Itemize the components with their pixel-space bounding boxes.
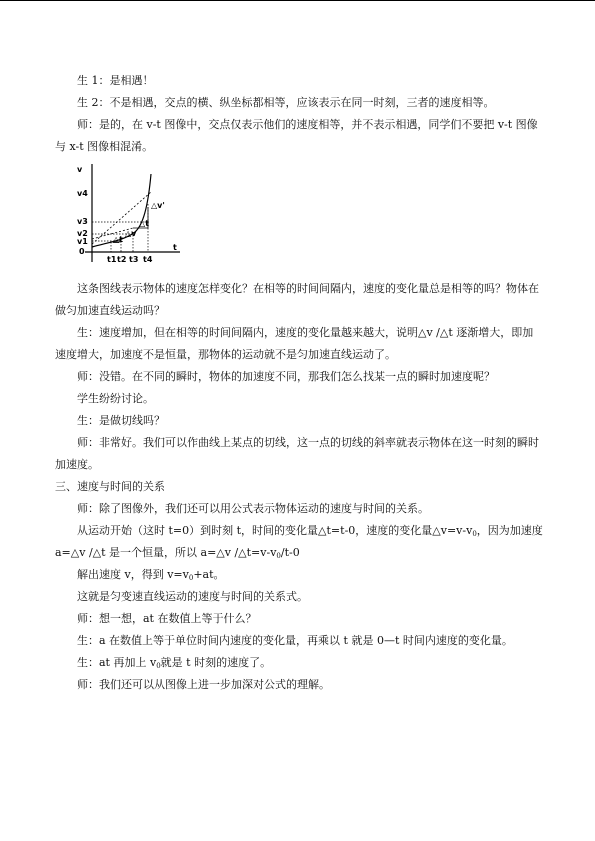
section-heading: 三、速度与时间的关系 bbox=[55, 480, 165, 493]
document-body bbox=[55, 70, 543, 696]
t3-label: t3 bbox=[129, 255, 139, 264]
p13-part-b: +at。 bbox=[193, 568, 225, 581]
paragraph-11: 师：除了图像外，我们还可以用公式表示物体运动的速度与时间的关系。 bbox=[77, 502, 429, 515]
t1-label: t1 bbox=[107, 255, 117, 264]
paragraph-2: 生 2：不是相遇，交点的横、纵坐标都相等，应该表示在同一时刻，三者的速度相等。 bbox=[77, 96, 495, 109]
dt-label: △t bbox=[139, 219, 149, 228]
t-axis-label: t bbox=[173, 243, 177, 252]
paragraph-15: 师：想一想，at 在数值上等于什么？ bbox=[77, 612, 257, 625]
v0-subscript-b: 0 bbox=[276, 552, 281, 560]
paragraph-13 bbox=[55, 564, 543, 586]
v1-label: v1 bbox=[77, 237, 88, 246]
dv-prime-label: △v' bbox=[151, 201, 165, 210]
paragraph-3: 师：是的，在 v-t 图像中，交点仅表示他们的速度相等，并不表示相遇，同学们不要把 v-t 图像与 x-t 图像相混淆。 bbox=[55, 118, 538, 153]
p12-part-b: ，因为加速度 a=△v /△t 是一个恒量，所以 a=△v /△t=v-v bbox=[55, 524, 543, 559]
paragraph-8: 生：是做切线吗？ bbox=[77, 414, 165, 427]
paragraph-18: 师：我们还可以从图像上进一步加深对公式的理解。 bbox=[77, 678, 330, 691]
paragraph-14: 这就是匀变速直线运动的速度与时间的关系式。 bbox=[77, 590, 308, 603]
p17-part-a: 生：at 再加上 v bbox=[77, 656, 157, 669]
page-top-rule bbox=[0, 0, 595, 1]
paragraph-6: 师：没错。在不同的瞬时，物体的加速度不同，那我们怎么找某一点的瞬时加速度呢？ bbox=[77, 370, 495, 383]
v0-subscript-a: 0 bbox=[472, 530, 477, 538]
v-axis-label: v bbox=[77, 165, 83, 174]
p12-part-c: /t-0 bbox=[280, 546, 300, 559]
origin-label: 0 bbox=[79, 247, 85, 256]
v0-subscript-c: 0 bbox=[188, 574, 194, 582]
v3-label: v3 bbox=[77, 217, 88, 226]
vt-graph-figure bbox=[55, 162, 195, 272]
p17-part-b: 就是 t 时刻的速度了。 bbox=[160, 656, 272, 669]
v0-subscript-d: 0 bbox=[156, 662, 161, 670]
paragraph-4: 这条图线表示物体的速度怎样变化？在相等的时间间隔内，速度的变化量总是相等的吗？物体在做匀加速直线运动吗？ bbox=[55, 282, 539, 317]
v2-label: v2 bbox=[77, 229, 88, 238]
t2-label: t2 bbox=[117, 255, 127, 264]
dt-small-label: △t bbox=[113, 235, 123, 244]
paragraph-5: 生：速度增加，但在相等的时间间隔内，速度的变化量越来越大，说明△v /△t 逐渐增大，即加速度增大，加速度不是恒量，那物体的运动就不是匀加速直线运动了。 bbox=[55, 326, 534, 361]
dv-label: △v bbox=[125, 229, 137, 238]
paragraph-9: 师：非常好。我们可以作曲线上某点的切线，这一点的切线的斜率就表示物体在这一时刻的瞬时加速度。 bbox=[55, 436, 539, 471]
p12-part-a: 从运动开始（这时 t=0）到时刻 t，时间的变化量△t=t-0，速度的变化量△v=v-v bbox=[77, 524, 473, 537]
v4-label: v4 bbox=[77, 189, 88, 198]
paragraph-16: 生：a 在数值上等于单位时间内速度的变化量，再乘以 t 就是 0—t 时间内速度的变化量。 bbox=[77, 634, 513, 647]
paragraph-1: 生 1：是相遇！ bbox=[77, 74, 154, 87]
paragraph-12 bbox=[55, 520, 543, 564]
p13-part-a: 解出速度 v，得到 v=v bbox=[77, 568, 189, 581]
t4-label: t4 bbox=[143, 255, 153, 264]
paragraph-17 bbox=[55, 652, 543, 674]
paragraph-7: 学生纷纷讨论。 bbox=[77, 392, 154, 405]
